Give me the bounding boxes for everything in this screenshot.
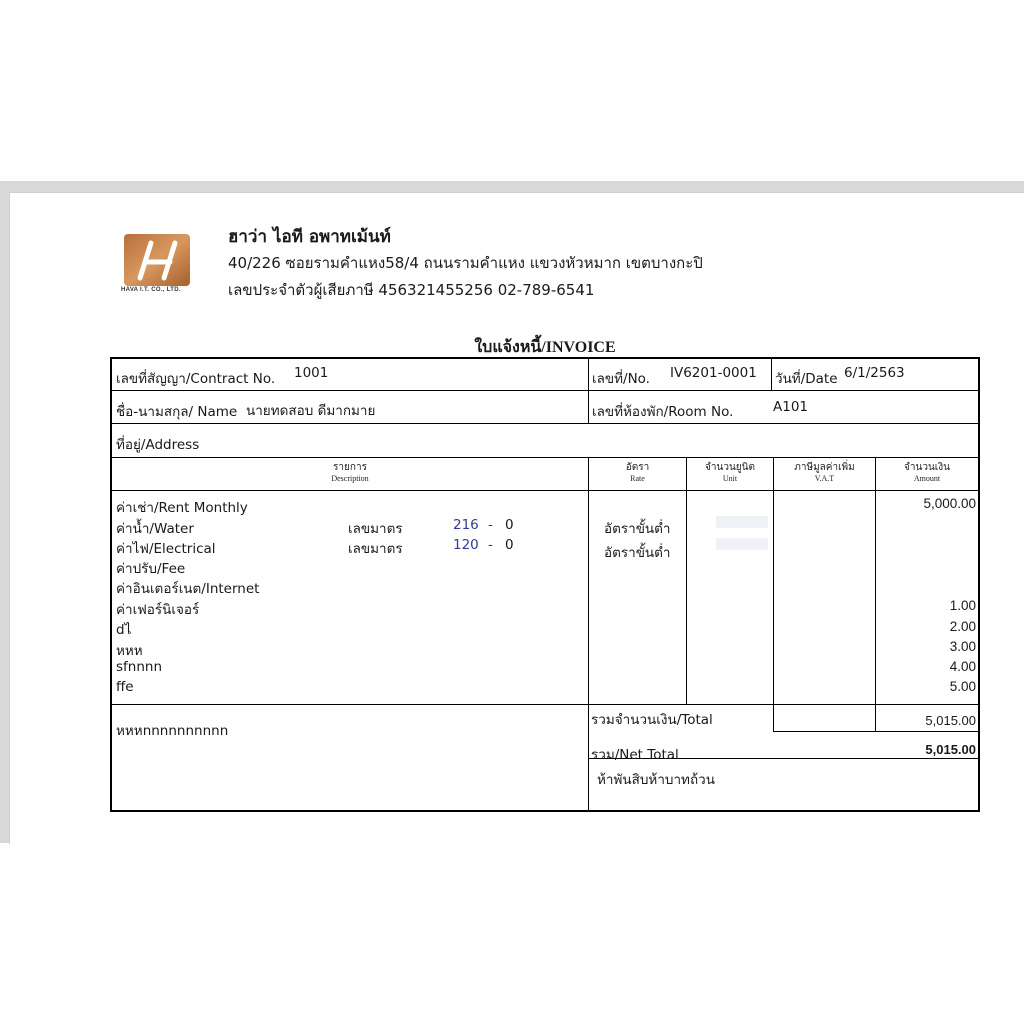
line-item-amount: 2.00: [949, 619, 976, 634]
row-divider: [773, 731, 980, 732]
contract-label: เลขที่สัญญา/Contract No.: [116, 371, 276, 387]
line-item-label: ค่าน้ำ/Water: [116, 521, 194, 537]
table-border-top: [110, 357, 980, 359]
company-logo: [124, 234, 190, 286]
line-item-amount: 5,000.00: [923, 496, 976, 511]
invoice-no-label: เลขที่/No.: [592, 371, 650, 387]
water-meter-previous: 0: [505, 517, 514, 533]
name-value: นายทดสอบ ดีมากมาย: [246, 403, 376, 419]
total-value: 5,015.00: [925, 713, 976, 728]
company-tax-line: เลขประจำตัวผู้เสียภาษี 456321455256 02-789-6541: [228, 281, 595, 299]
logo-caption: HAVA I.T. CO., LTD.: [121, 287, 181, 293]
row-divider: [110, 704, 980, 705]
col-header-rate: อัตรา Rate: [625, 462, 650, 483]
line-item-label: dไ: [116, 622, 132, 638]
line-item-label: หหห: [116, 643, 143, 659]
name-label: ชื่อ-นามสกุล/ Name: [116, 404, 238, 420]
table-border-bottom: [110, 810, 980, 812]
row-divider: [110, 423, 980, 424]
col-divider: [588, 457, 589, 811]
invoice-no-value: IV6201-0001: [670, 365, 757, 381]
line-item-label: ค่าไฟ/Electrical: [116, 541, 216, 557]
line-item-amount: 1.00: [949, 598, 976, 613]
col-header-description: รายการ Description: [331, 462, 369, 483]
electric-meter-dash: -: [488, 537, 493, 553]
line-item-label: sfnnnn: [116, 659, 163, 675]
water-rate: อัตราขั้นต่ำ: [604, 521, 671, 537]
col-header-amount: จำนวนเงิน Amount: [904, 462, 950, 483]
line-item-label: ค่าปรับ/Fee: [116, 561, 186, 577]
total-label: รวมจำนวนเงิน/Total: [591, 712, 713, 728]
net-total-label: รวม/Net Total: [591, 747, 679, 763]
contract-value: 1001: [294, 365, 329, 381]
invoice-title: ใบแจ้งหนี้/INVOICE: [474, 339, 616, 356]
row-divider: [110, 390, 980, 391]
remark-note: หหหnnnnnnnnnn: [116, 723, 229, 739]
col-divider: [773, 457, 774, 732]
net-total-value: 5,015.00: [925, 742, 976, 757]
line-item-label: ค่าเช่า/Rent Monthly: [116, 500, 248, 516]
col-divider: [771, 357, 772, 390]
amount-in-words: ห้าพันสิบห้าบาทถ้วน: [597, 772, 715, 788]
col-header-unit: จำนวนยูนิต Unit: [705, 462, 755, 483]
line-item-label: ffe: [116, 679, 134, 695]
line-item-amount: 3.00: [949, 639, 976, 654]
row-divider: [110, 457, 980, 458]
address-label: ที่อยู่/Address: [116, 437, 200, 453]
electric-rate: อัตราขั้นต่ำ: [604, 545, 671, 561]
col-divider: [686, 457, 687, 705]
line-item-amount: 4.00: [949, 659, 976, 674]
line-item-amount: 5.00: [949, 679, 976, 694]
table-border-right: [978, 357, 980, 812]
col-divider: [588, 357, 589, 424]
line-item-label: ค่าอินเตอร์เนต/Internet: [116, 581, 260, 597]
water-meter-dash: -: [488, 517, 493, 533]
room-label: เลขที่ห้องพัก/Room No.: [592, 404, 734, 420]
date-value: 6/1/2563: [844, 365, 905, 381]
electric-meter-previous: 0: [505, 537, 514, 553]
table-border-left: [110, 357, 112, 812]
row-divider: [110, 490, 980, 491]
faint-unit-mark: [716, 516, 768, 528]
electric-meter-label: เลขมาตร: [348, 541, 403, 557]
col-header-vat: ภาษีมูลค่าเพิ่ม V.A.T: [794, 462, 855, 483]
date-label: วันที่/Date: [775, 371, 838, 387]
faint-unit-mark: [716, 538, 768, 550]
water-meter-current: 216: [453, 517, 479, 533]
company-name: ฮาว่า ไอที อพาทเม้นท์: [228, 227, 391, 247]
electric-meter-current: 120: [453, 537, 479, 553]
line-item-label: ค่าเฟอร์นิเจอร์: [116, 602, 200, 618]
room-value: A101: [773, 399, 809, 415]
water-meter-label: เลขมาตร: [348, 521, 403, 537]
company-address: 40/226 ซอยรามคำแหง58/4 ถนนรามคำแหง แขวงหัวหมาก เขตบางกะปิ: [228, 254, 703, 272]
col-divider: [875, 457, 876, 732]
